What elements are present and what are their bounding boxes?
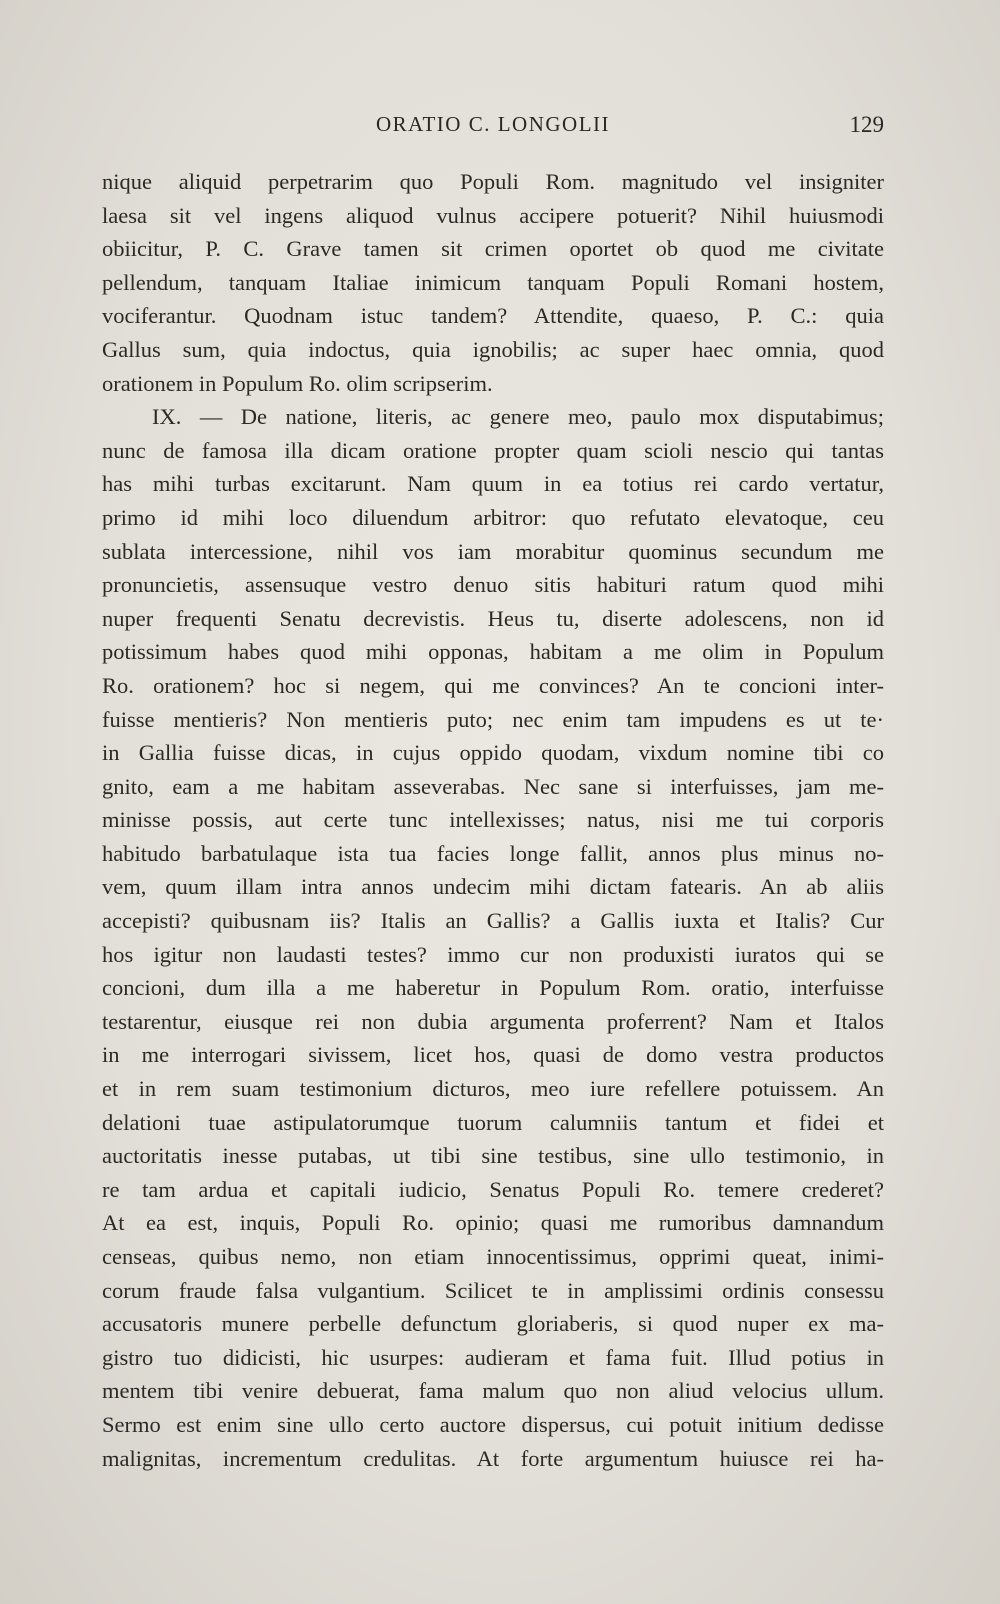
text-line: gistro tuo didicisti, hic usurpes: audieram et fama fuit. Illud potius in xyxy=(102,1344,884,1370)
text-line: delationi tuae astipulatorumque tuorum calumniis tantum et fidei et xyxy=(102,1109,884,1135)
text-line: auctoritatis inesse putabas, ut tibi sine testibus, sine ullo testimonio, in xyxy=(102,1143,884,1169)
text-line: habitudo barbatulaque ista tua facies longe fallit, annos plus minus no- xyxy=(102,840,884,866)
body-text xyxy=(102,165,884,1475)
text-line: minisse possis, aut certe tunc intellexisses; natus, nisi me tui corporis xyxy=(102,807,884,833)
text-line: censeas, quibus nemo, non etiam innocentissimus, opprimi queat, inimi- xyxy=(102,1244,884,1269)
text-line: vem, quum illam intra annos undecim mihi dictam fatearis. An ab aliis xyxy=(102,874,884,900)
text-line: primo id mihi loco diluendum arbitror: quo refutato elevatoque, ceu xyxy=(102,504,884,530)
text-line: Sermo est enim sine ullo certo auctore dispersus, cui potuit initium dedisse xyxy=(102,1411,884,1437)
text-line: hos igitur non laudasti testes? immo cur non produxisti iuratos qui se xyxy=(102,941,884,967)
text-line: in Gallia fuisse dicas, in cujus oppido quodam, vixdum nomine tibi co xyxy=(102,740,884,766)
text-line: has mihi turbas excitarunt. Nam quum in ea totius rei cardo vertatur, xyxy=(102,471,884,497)
text-line: pellendum, tanquam Italiae inimicum tanquam Populi Romani hostem, xyxy=(102,269,884,295)
text-line: sublata intercessione, nihil vos iam morabitur quominus secundum me xyxy=(102,538,884,564)
text-line: At ea est, inquis, Populi Ro. opinio; quasi me rumoribus damnandum xyxy=(102,1210,884,1236)
text-line: concioni, dum illa a me haberetur in Populum Rom. oratio, interfuisse xyxy=(102,975,884,1001)
text-line: mentem tibi venire debuerat, fama malum quo non aliud velocius ullum. xyxy=(102,1378,884,1404)
text-line: accusatoris munere perbelle defunctum gloriaberis, si quod nuper ex ma- xyxy=(102,1311,884,1337)
text-line: pronuncietis, assensuque vestro denuo sitis habituri ratum quod mihi xyxy=(102,572,884,598)
text-line: in me interrogari sivissem, licet hos, quasi de domo vestra productos xyxy=(102,1042,884,1068)
text-line: nique aliquid perpetrarim quo Populi Rom. magnitudo vel insigniter xyxy=(102,169,884,194)
text-line: malignitas, incrementum credulitas. At forte argumentum huiusce rei ha- xyxy=(102,1445,884,1471)
text-line: orationem in Populum Ro. olim scripserim. xyxy=(102,370,493,396)
text-line: gnito, eam a me habitam asseverabas. Nec sane si interfuisses, jam me- xyxy=(102,773,884,799)
text-line: corum fraude falsa vulgantium. Scilicet te in amplissimi ordinis consessu xyxy=(102,1277,884,1303)
text-line: potissimum habes quod mihi opponas, habitam a me olim in Populum xyxy=(102,639,884,665)
text-line: vociferantur. Quodnam istuc tandem? Attendite, quaeso, P. C.: quia xyxy=(102,303,884,329)
page-number: 129 xyxy=(849,112,884,137)
text-line: nunc de famosa illa dicam oratione propter quam scioli nescio qui tantas xyxy=(102,437,884,463)
text-line: Gallus sum, quia indoctus, quia ignobilis; ac super haec omnia, quod xyxy=(102,336,884,362)
section-heading-line: IX. — De natione, literis, ac genere meo, paulo mox disputabimus; xyxy=(152,404,884,430)
running-title: ORATIO C. LONGOLII xyxy=(375,112,611,136)
text-line: nuper frequenti Senatu decrevistis. Heus tu, diserte adolescens, non id xyxy=(102,605,884,631)
running-head xyxy=(102,112,884,142)
text-line: laesa sit vel ingens aliquod vulnus accipere potuerit? Nihil huiusmodi xyxy=(102,202,884,228)
text-line: obiicitur, P. C. Grave tamen sit crimen oportet ob quod me civitate xyxy=(102,236,884,262)
text-line: et in rem suam testimonium dicturos, meo iure refellere potuissem. An xyxy=(102,1076,884,1102)
text-line: re tam ardua et capitali iudicio, Senatus Populi Ro. temere crederet? xyxy=(102,1176,884,1202)
text-line: accepisti? quibusnam iis? Italis an Gallis? a Gallis iuxta et Italis? Cur xyxy=(102,908,884,934)
text-line: testarentur, eiusque rei non dubia argumenta proferrent? Nam et Italos xyxy=(102,1008,884,1034)
text-line: Ro. orationem? hoc si negem, qui me convinces? An te concioni inter- xyxy=(102,672,884,698)
text-line: fuisse mentieris? Non mentieris puto; nec enim tam impudens es ut te· xyxy=(102,706,884,732)
